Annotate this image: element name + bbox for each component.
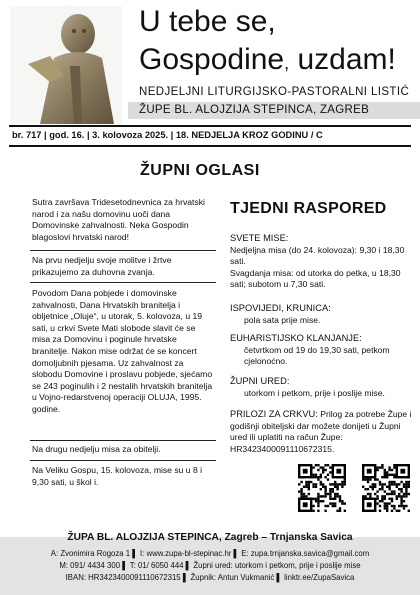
confession-heading: ISPOVIJEDI, KRUNICA: xyxy=(230,303,331,313)
qr-code-icon xyxy=(296,462,414,514)
announcement-item: Sutra završava Tridesetodnevnica za hrvatski narod i za našu domovinu uoči dana Domovinske zahvalnosti. Neka Gospodin blagoslovi hrvatski narod! xyxy=(32,197,205,242)
donations-text: Prilog za potrebe Župe i godišnji obiteljski dar možete donijeti u Župni ured ili uplatiti na račun Župe: HR3423400091110672315. xyxy=(230,409,412,454)
announcement-item: Na Veliku Gospu, 15. kolovoza, mise su u 8 i 9,30 sati, u škol i. xyxy=(32,465,203,487)
mass-weekday: Svagdanja misa: od utorka do petka, u 18,30 sati; subotom u 7,30 sati. xyxy=(230,267,401,290)
issue-info: br. 717 | god. 16. | 3. kolovoza 2025. | 18. NEDJELJA KROZ GODINU / C xyxy=(12,130,323,140)
announcement-item: Na prvu nedjelju svoje molitve i žrtve prikazujemo za duhovna zvanja. xyxy=(32,255,172,277)
office-heading: ŽUPNI URED: xyxy=(230,376,290,386)
title-word-gospodine: Gospodine xyxy=(139,43,285,76)
adoration-heading: EUHARISTIJSKO KLANJANJE: xyxy=(230,333,362,343)
announcement-divider xyxy=(30,440,216,441)
footer-title: ŽUPA BL. ALOJZIJA STEPINCA, Zagreb – Trnjanska Savica xyxy=(67,532,353,543)
footer-phone-line: M: 091/ 4434 300 ▌ T: 01/ 6050 444 ▌ Župni ured: utorkom i petkom, prije i poslije mise xyxy=(59,561,361,570)
mass-heading: SVETE MISE: xyxy=(230,233,289,243)
newsletter-subtitle: NEDJELJNI LITURGIJSKO-PASTORALNI LISTIĆ xyxy=(139,86,410,98)
announcement-divider xyxy=(30,282,216,283)
announcements-title: ŽUPNI OGLASI xyxy=(140,162,260,179)
newsletter-title-line1: U tebe se, xyxy=(139,5,276,38)
office-text: utorkom i petkom, prije i poslije mise. xyxy=(244,387,385,398)
donations-heading: PRILOZI ZA CRKVU: xyxy=(230,409,318,419)
adoration-text: četvrtkom od 19 do 19,30 sati, petkom cjelonoćno. xyxy=(244,344,390,367)
announcement-divider xyxy=(30,250,216,251)
footer-bank-line: IBAN: HR3423400091110672315 ▌ Župnik: Antun Vukmanić ▌ linktr.ee/ZupaSavica xyxy=(65,573,355,582)
donations-section xyxy=(230,409,414,455)
title-word-uzdam: uzdam! xyxy=(297,43,396,76)
title-comma: , xyxy=(284,53,290,73)
announcement-item: Na drugu nedjelju misa za obitelji. xyxy=(32,444,161,454)
announcement-item: Povodom Dana pobjede i domovinske zahvalnosti, Dana Hrvatskih branitelja i obljetnice „Oluje“, u utorak, 5. kolovoza, u 19 sati, u crkvi Svete Mati slobode slavit će se misa za Domovinu i poginule hrvatske branitelje. Nakon mise održat će se koncert domoljubnih pjesama. Uz zahvalnost za slobodu Domovine i proslavu pobjede, sjećamo se 243 poginulih i 2 nestalih hrvatskih branitelja u Vojno-redarstvenoj operaciji OLUJA, 1995. godine. xyxy=(32,288,213,414)
parish-name: ŽUPE BL. ALOJZIJA STEPINCA, ZAGREB xyxy=(139,104,370,116)
confession-section xyxy=(230,303,414,326)
announcement-divider xyxy=(30,460,216,461)
schedule-title: TJEDNI RASPORED xyxy=(230,200,387,217)
footer-contact-line: A: Zvonimira Rogoza 1 ▌ I: www.zupa-bl-stepinac.hr ▌ E: zupa.trnjanska.savica@gmail.com xyxy=(50,549,370,558)
confession-text: pola sata prije mise. xyxy=(244,314,321,325)
newsletter-title-line2 xyxy=(139,44,396,79)
mass-section xyxy=(230,233,414,291)
adoration-section xyxy=(230,333,414,368)
mass-sunday: Nedjeljna misa (do 24. kolovoza): 9,30 i 18,30 sati. xyxy=(230,244,405,267)
statue-image xyxy=(10,6,122,124)
office-section xyxy=(230,376,414,399)
